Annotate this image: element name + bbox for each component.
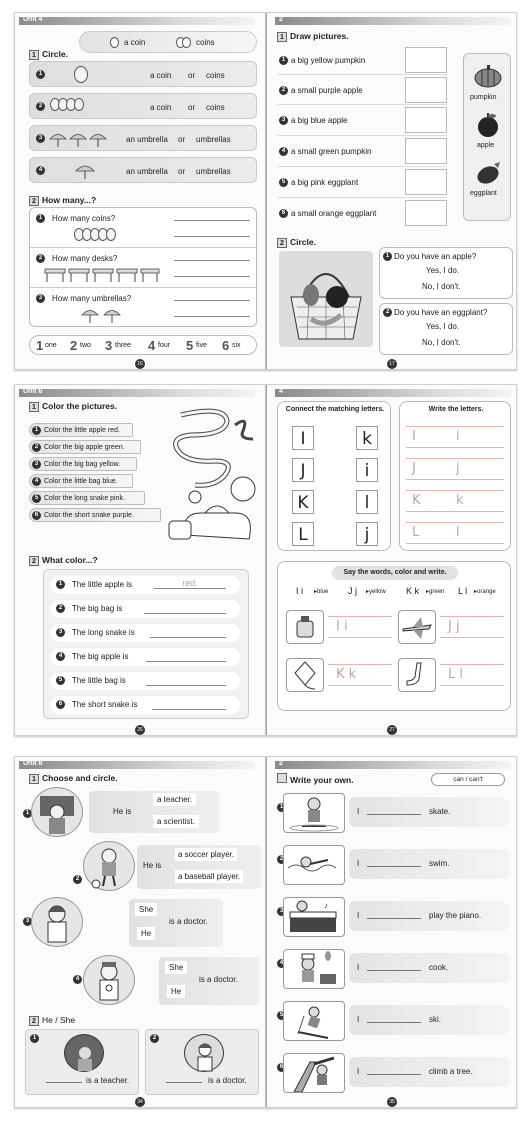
answer-blank[interactable]: red.: [154, 578, 226, 589]
section-circle: 1 Circle.: [29, 49, 68, 60]
say-color-write-panel: Say the words, color and write. I i ▸blue J j ▸yellow K k ▸green L l ▸orange I i J j K k L l: [277, 561, 511, 711]
piano-picture: [283, 897, 345, 937]
color-key-green: ▸green: [426, 589, 445, 595]
lowercase-letter[interactable]: l: [356, 490, 378, 514]
drawing-box[interactable]: [405, 77, 447, 103]
answer-blank[interactable]: [367, 857, 421, 867]
eggplant-icon: [474, 160, 502, 184]
how-many-panel: [29, 207, 257, 327]
sentence-row: 1 I skate.: [277, 791, 513, 837]
teacher-picture: [64, 1034, 104, 1072]
umbrellas-icon: [80, 306, 124, 324]
desks-icon: [44, 266, 160, 284]
color-key-yellow: ▸yellow: [366, 589, 386, 595]
section-what-color: 2 What color...?: [29, 555, 98, 566]
answer-yes[interactable]: Yes, I do.: [426, 322, 460, 331]
apple-icon: [476, 112, 500, 138]
answer-line[interactable]: [174, 300, 250, 301]
answer-blank[interactable]: [367, 805, 421, 815]
spread-unit-6: [14, 384, 517, 736]
circle-row[interactable]: 2 a coin or coins: [29, 93, 257, 119]
choose-item: 1 He is a teacher. a scientist.: [23, 787, 259, 837]
snakes-apples-bags-picture[interactable]: [165, 405, 263, 555]
color-key: I i ▸blue J j ▸yellow K k ▸green L l ▸orange: [296, 586, 496, 596]
fill-card: 2 is a doctor.: [145, 1029, 259, 1095]
word-card: L l: [398, 654, 506, 696]
kite-icon: [287, 659, 323, 691]
color-key-blue: ▸blue: [314, 589, 329, 595]
doctor-man-icon: [84, 956, 134, 1004]
trace-row[interactable]: J j: [406, 458, 504, 480]
drawing-box[interactable]: [405, 138, 447, 164]
page-number: 17: [387, 359, 397, 369]
choose-item: 3 She He is a doctor.: [23, 895, 263, 951]
page-27: 4 Connect the matching letters. I J K L k i l j Write the letters. I i J j K k L l Say the words, color and write. I i ▸blue J j ▸yellow K k ▸green L l ▸orange I i J j K k L l 27: [267, 385, 517, 735]
page-34: [15, 757, 266, 1107]
section-write-your-own: Write your own.: [277, 773, 354, 785]
option-a[interactable]: a coin: [150, 103, 172, 112]
how-many-row: 3 How many umbrellas?: [30, 288, 256, 326]
answer-blank[interactable]: [367, 961, 421, 971]
answer-blank[interactable]: [367, 1065, 421, 1075]
question-card: 1 Do you have an apple? Yes, I do. No, I don't.: [379, 247, 513, 299]
option-she[interactable]: She: [165, 961, 187, 974]
circle-row[interactable]: 1 a coin or coins: [29, 61, 257, 87]
page-17: 2 1 Draw pictures. 1 a big yellow pumpkin 2 a small purple apple 3 a big blue apple 4 a small green pumpkin 5 a big pink eggplant 6 a small orange eggplant pumpkin apple eggplant 2 Circle. 1 Do you have an apple? Yes, I do. No, I don't. 2 Do you have an eggplant? Yes, I do. No, I don't. 17: [267, 13, 517, 369]
page-35: 2 Write your own. can / can't 1 I skate. 2 I swim. 3 ♪ I play the piano. 4 I cook. 5 I ski. 6 I climb a tree. 35: [267, 757, 517, 1107]
number-strip: 1 one 2 two 3 three 4 four 5 five 6 six: [29, 335, 257, 355]
piano-icon: [284, 898, 344, 936]
umbrella-icon: [74, 161, 96, 181]
doctor-woman-icon: [185, 1035, 225, 1073]
jet-picture[interactable]: [398, 610, 436, 644]
section-draw-pictures: 1 Draw pictures.: [277, 31, 349, 42]
coin-icon: [182, 37, 191, 48]
answer-blank[interactable]: [146, 650, 226, 662]
section-color-pictures: 1 Color the pictures.: [29, 401, 117, 412]
option-b[interactable]: umbrellas: [196, 135, 231, 144]
pumpkin-icon: [474, 64, 502, 88]
umbrellas-icon: [48, 129, 110, 149]
option-she[interactable]: She: [135, 903, 157, 916]
unit-header-bar: [19, 17, 255, 25]
coin-icon: [74, 66, 88, 83]
page-number: 35: [387, 1097, 397, 1107]
svg-text:♪: ♪: [324, 901, 328, 910]
answer-no[interactable]: No, I don't.: [422, 338, 461, 347]
unit-title: Unit 8: [23, 760, 43, 767]
spread-unit-4: [14, 12, 517, 370]
page-number: 16: [135, 359, 145, 369]
answer-blank[interactable]: [46, 1082, 82, 1083]
option-a[interactable]: an umbrella: [126, 167, 168, 176]
how-many-row: 1 How many coins?: [30, 208, 256, 248]
legend-coin: a coin: [124, 38, 146, 47]
fill-card: 1 is a teacher.: [25, 1029, 139, 1095]
answer-line[interactable]: [174, 276, 250, 277]
uppercase-letter[interactable]: K: [292, 490, 314, 514]
option-he[interactable]: He: [137, 927, 155, 940]
ink-picture[interactable]: [286, 610, 324, 644]
doctor-picture: [83, 955, 135, 1005]
uppercase-letter[interactable]: L: [292, 522, 314, 546]
write-letters-panel: Write the letters. I i J j K k L l: [399, 401, 511, 551]
cooking-kid-icon: [284, 950, 344, 988]
answer-blank[interactable]: [144, 602, 226, 614]
option-a[interactable]: an umbrella: [126, 135, 168, 144]
answer-line[interactable]: [174, 236, 250, 237]
ink-icon: [287, 611, 323, 643]
drawing-box[interactable]: [405, 107, 447, 133]
lowercase-letter[interactable]: i: [356, 458, 378, 482]
lowercase-letter[interactable]: k: [356, 426, 378, 450]
sentence-row: 4 I cook.: [277, 947, 513, 993]
teacher-icon: [32, 788, 82, 836]
teacher-icon: [65, 1035, 105, 1073]
leg-picture[interactable]: [398, 658, 436, 692]
draw-list: 1 a big yellow pumpkin 2 a small purple apple 3 a big blue apple 4 a small green pumpkin 5 a big pink eggplant 6 a small orange eggplant: [277, 45, 447, 231]
ski-picture: [283, 1001, 345, 1041]
picture-legend: pumpkin apple eggplant: [463, 53, 511, 221]
how-many-row: 2 How many desks?: [30, 248, 256, 288]
circle-row[interactable]: 3 an umbrella or umbrellas: [29, 125, 257, 151]
coins-icon: [50, 98, 82, 113]
skiing-kid-icon: [284, 1002, 344, 1040]
jet-icon: [399, 611, 435, 643]
word-card: J j: [398, 606, 506, 648]
skating-kid-icon: [284, 794, 344, 832]
swimming-kid-icon: [284, 846, 344, 884]
drawing-box[interactable]: [405, 169, 447, 195]
question-card: 2 Do you have an eggplant? Yes, I do. No, I don't.: [379, 303, 513, 355]
answer-line[interactable]: [174, 220, 250, 221]
tree-picture: [283, 1053, 345, 1093]
cook-picture: [283, 949, 345, 989]
drawing-box[interactable]: [405, 47, 447, 73]
answer-blank[interactable]: [367, 909, 421, 919]
tree-climbing-kid-icon: [284, 1054, 344, 1092]
coins-icon: [74, 228, 114, 243]
legend-coins: coins: [196, 38, 215, 47]
trace-row[interactable]: K k: [406, 490, 504, 512]
option-b[interactable]: a scientist.: [153, 815, 199, 828]
answer-line[interactable]: [174, 316, 250, 317]
option-a[interactable]: a soccer player.: [175, 848, 237, 861]
uppercase-letter[interactable]: I: [292, 426, 314, 450]
option-a[interactable]: a coin: [150, 71, 172, 80]
kite-picture[interactable]: [286, 658, 324, 692]
sentence-row: 5 I ski.: [277, 999, 513, 1045]
section-circle: 2 Circle.: [277, 237, 316, 248]
answer-blank[interactable]: [166, 1082, 202, 1083]
option-b[interactable]: coins: [206, 103, 225, 112]
page-number: 26: [135, 725, 145, 735]
basket-icon: [285, 257, 367, 343]
doctor-picture: [31, 897, 83, 947]
basket-picture: [279, 251, 373, 347]
what-color-panel: 1 The little apple is red. 2 The big bag is 3 The long snake is 4 The big apple is 5 The little bag is 6 The short snake is: [43, 569, 249, 719]
choose-item: 4 She He is a doctor.: [23, 953, 263, 1009]
section-choose-circle: 1 Choose and circle.: [29, 773, 118, 784]
soccer-player-picture: [83, 841, 135, 891]
answer-blank[interactable]: [152, 698, 226, 710]
answer-no[interactable]: No, I don't.: [422, 282, 461, 291]
choose-item: 2 He is a soccer player. a baseball player.: [23, 841, 263, 893]
leg-icon: [399, 659, 435, 691]
option-b[interactable]: umbrellas: [196, 167, 231, 176]
sentence-row: 3 ♪ I play the piano.: [277, 895, 513, 941]
page-number: 34: [135, 1097, 145, 1107]
page-16: [15, 13, 266, 369]
connect-panel: Connect the matching letters. I J K L k i l j: [277, 401, 391, 551]
color-key-orange: ▸orange: [474, 589, 496, 595]
soccer-player-icon: [84, 842, 134, 890]
can-cant-chip: can / can't: [431, 773, 505, 786]
sentence-row: 6 I climb a tree.: [277, 1051, 513, 1097]
option-b[interactable]: coins: [206, 71, 225, 80]
doctor-woman-icon: [32, 898, 82, 946]
circle-row[interactable]: 4 an umbrella or umbrellas: [29, 157, 257, 183]
answer-yes[interactable]: Yes, I do.: [426, 266, 460, 275]
option-a[interactable]: a teacher.: [153, 793, 196, 806]
uppercase-letter[interactable]: J: [292, 458, 314, 482]
unit-title: Unit 4: [23, 16, 43, 23]
section-how-many: 2 How many...?: [29, 195, 96, 206]
spread-unit-8: [14, 756, 517, 1108]
skate-picture: [283, 793, 345, 833]
word-card: K k: [286, 654, 394, 696]
drawing-box[interactable]: [405, 200, 447, 226]
doctor-picture: [184, 1034, 224, 1072]
answer-line[interactable]: [174, 260, 250, 261]
coin-icon: [110, 37, 119, 48]
answer-blank[interactable]: [146, 674, 226, 686]
section-he-she: 2 He / She: [29, 1015, 75, 1026]
word-card: I i: [286, 606, 394, 648]
teacher-picture: [31, 787, 83, 837]
answer-blank[interactable]: [150, 626, 226, 638]
legend-oval: [79, 31, 257, 53]
swim-picture: [283, 845, 345, 885]
option-he[interactable]: He: [167, 985, 185, 998]
page-number: 27: [387, 725, 397, 735]
option-b[interactable]: a baseball player.: [175, 870, 243, 883]
answer-blank[interactable]: [367, 1013, 421, 1023]
lowercase-letter[interactable]: j: [356, 522, 378, 546]
sentence-row: 2 I swim.: [277, 843, 513, 889]
unit-header-bar: [275, 17, 511, 25]
unit-title: Unit 6: [23, 388, 43, 395]
trace-row[interactable]: I i: [406, 426, 504, 448]
page-26: Unit 6 1 Color the pictures. 1 Color the little apple red. 2 Color the big apple green. 3 Color the big bag yellow. 4 Color the little bag blue. 5 Color the long snake pink. 6 Color the short snake purple. 2 What color...? 1 The little apple is red. 2 The big bag is 3 The long snake is 4 The big apple is 5 The little bag is 6 The short snake is 26: [15, 385, 266, 735]
trace-row[interactable]: L l: [406, 522, 504, 544]
